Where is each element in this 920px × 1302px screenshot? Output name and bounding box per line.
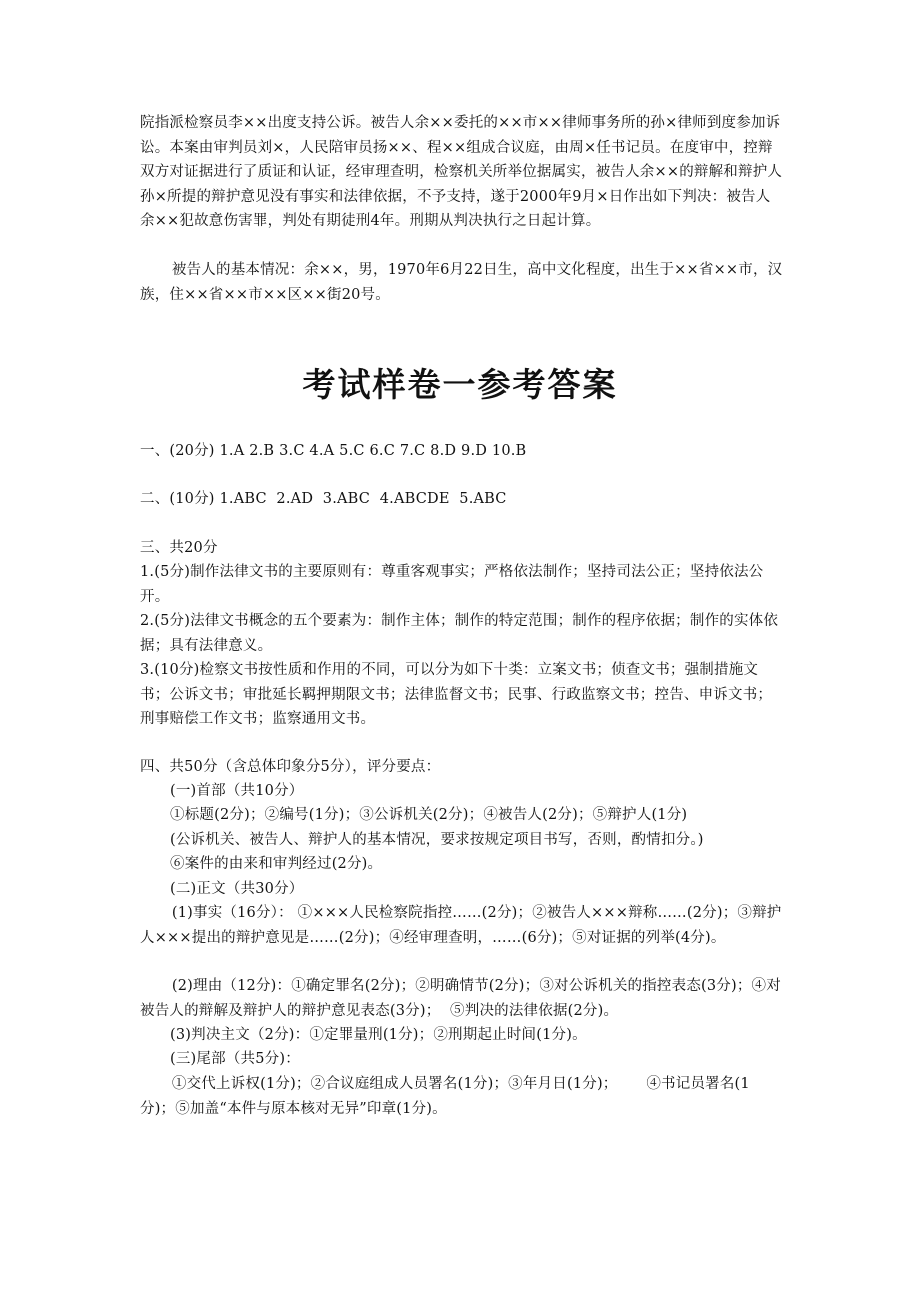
section-3-item-3: 3.(10分)检察文书按性质和作用的不同，可以分为如下十类：立案文书；侦查文书；强制措施文书；公诉文书；审批延长羁押期限文书；法律监督文书；民事、行政监察文书；控告、申诉文书；刑事赔偿工作文书；监察通用文书。 (140, 662, 773, 727)
section-4-part-1-line-3: ⑥案件的由来和审判经过(2分)。 (170, 856, 383, 872)
section-4-part-2-heading: (二)正文（共30分） (170, 881, 304, 897)
section-3-item-1: 1.(5分)制作法律文书的主要原则有：尊重客观事实；严格依法制作；坚持司法公正；坚持依法公开。 (140, 564, 764, 605)
section-4-part-1-heading: (一)首部（共10分） (170, 783, 304, 799)
section-4-part-2-fact: (1)事实（16分）： ①×××人民检察院指控……(2分)；②被告人×××辩称……(2分)；③辩护人×××提出的辩护意见是……(2分)；④经审理查明，……(6分)；⑤对证据的列举(4分)。 (140, 905, 782, 946)
section-4-part-2-main: (3)判决主文（2分)：①定罪量刑(1分)；②刑期起止时间(1分)。 (170, 1027, 587, 1043)
section-4-part-1-line-2: (公诉机关、被告人、辩护人的基本情况，要求按规定项目书写，否则，酌情扣分。) (170, 832, 704, 848)
section-2-answers: 二、(10分) 1.ABC 2.AD 3.ABC 4.ABCDE 5.ABC (140, 491, 507, 507)
section-4-heading: 四、共50分（含总体印象分5分），评分要点： (140, 759, 441, 775)
page-title: 考试样卷一参考答案 (302, 365, 618, 404)
section-3-item-2: 2.(5分)法律文书概念的五个要素为：制作主体；制作的特定范围；制作的程序依据；制作的实体依据；具有法律意义。 (140, 613, 779, 654)
section-3-heading: 三、共20分 (140, 540, 218, 556)
section-1-answers: 一、(20分) 1.A 2.B 3.C 4.A 5.C 6.C 7.C 8.D 9.D 10.B (140, 443, 527, 459)
section-4-part-2-reason: (2)理由（12分)：①确定罪名(2分)；②明确情节(2分)；③对公诉机关的指控表态(3分)；④对被告人的辩解及辩护人的辩护意见表态(3分)； ⑤判决的法律依据(2分)。 (140, 978, 781, 1019)
intro-paragraph-2: 被告人的基本情况：余××，男，1970年6月22日生，高中文化程度，出生于××省××市，汉族，住××省××市××区××街20号。 (140, 262, 783, 303)
section-4-part-3-body: ①交代上诉权(1分)；②合议庭组成人员署名(1分)；③年月日(1分)； ④书记员署名(1分)；⑤加盖“本件与原本核对无异”印章(1分)。 (140, 1076, 750, 1117)
section-4-part-1-line-1: ①标题(2分)；②编号(1分)；③公诉机关(2分)；④被告人(2分)；⑤辩护人(1分) (170, 807, 688, 823)
intro-paragraph-1: 院指派检察员李××出度支持公诉。被告人余××委托的××市××律师事务所的孙×律师到度参加诉讼。本案由审判员刘×，人民陪审员扬××、程××组成合议庭，由周×任书记员。在度审中，控辩双方对证据进行了质证和认证，经审理查明，检察机关所举位据属实，被告人余××的辩解和辩护人孙×所提的辩护意见没有事实和法律依据，不予支持，遂于2000年9月×日作出如下判决：被告人余××犯故意伤害罪，判处有期徒刑4年。刑期从判决执行之日起计算。 (140, 115, 783, 229)
section-4-part-3-heading: (三)尾部（共5分)： (170, 1051, 300, 1067)
